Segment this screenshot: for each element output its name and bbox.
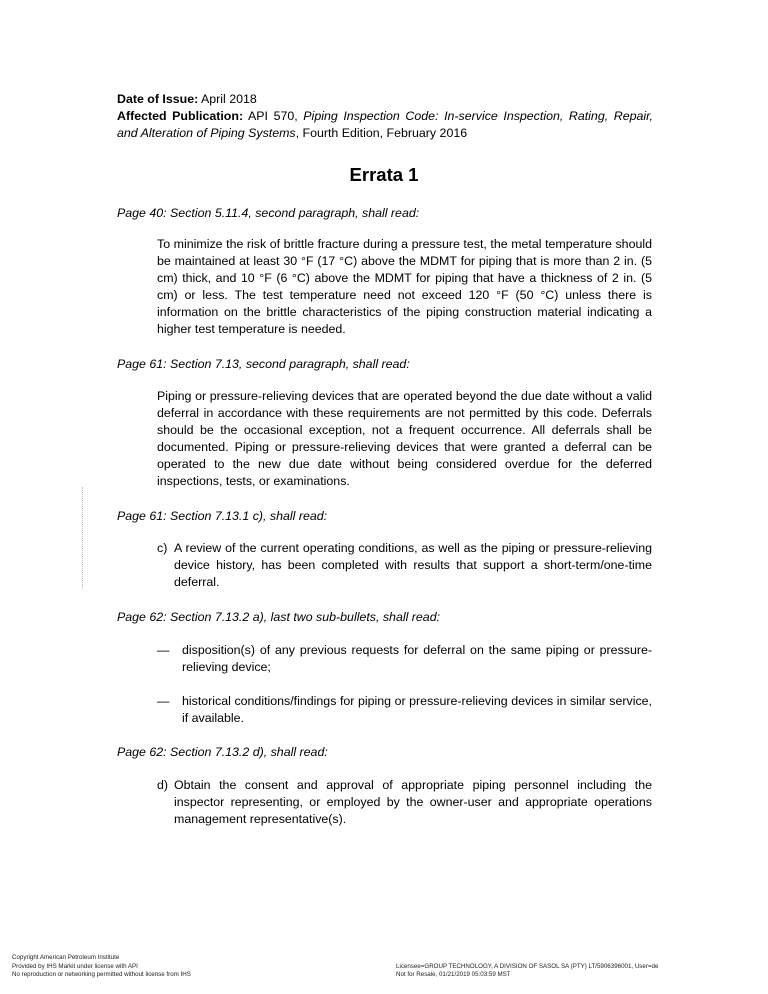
footer-line: Licensee=GROUP TECHNOLOGY, A DIVISION OF SASOL SA (PTY) LT/5906396001, User=de: [396, 962, 659, 970]
page-title: Errata 1: [349, 164, 419, 185]
affected-post: , Fourth Edition, February 2016: [295, 125, 468, 140]
section-heading: Page 61: Section 7.13.1 c), shall read:: [117, 509, 328, 523]
item-dash: —: [157, 694, 170, 708]
section-heading: Page 62: Section 7.13.2 d), shall read:: [117, 745, 328, 759]
section-heading: Page 62: Section 7.13.2 a), last two sub-bullets, shall read:: [117, 610, 441, 624]
item-text: historical conditions/findings for piping or pressure-relieving devices in similar service, if available.: [182, 694, 652, 725]
list-item: [157, 642, 652, 676]
list-item: [157, 693, 652, 727]
item-label: d): [157, 778, 169, 792]
date-of-issue: [117, 91, 653, 108]
item-text: disposition(s) of any previous requests for deferral on the same piping or pressure-relieving device;: [182, 643, 652, 674]
affected-label: Affected Publication:: [117, 108, 244, 123]
footer-copyright: [12, 954, 191, 980]
footer-line: No reproduction or networking permitted without license from IHS: [12, 971, 191, 979]
list-item: [157, 540, 652, 591]
section-text: To minimize the risk of brittle fracture during a pressure test, the metal temperature should be maintained at least 30 °F (17 °C) above the MDMT for piping that is more than 2 in. (5 cm) thick, and 10 °F (6 °C) above the MDMT for piping that have a thickness of 2 in. (5 cm) or less. The test temperature need not exceed 120 °F (50 °C) unless there is information on the brittle characteristics of the piping construction material indicating a higher test temperature is needed.: [157, 237, 652, 336]
section-heading: Page 40: Section 5.11.4, second paragraph, shall read:: [117, 206, 420, 220]
affected-publication: [117, 108, 653, 142]
item-text: Obtain the consent and approval of appropriate piping personnel including the inspector representing, or employed by the owner-user and appropriate operations management representative(s).: [174, 778, 652, 826]
footer-license: [396, 963, 658, 980]
item-label: c): [157, 541, 168, 555]
issue-header: [117, 91, 653, 142]
affected-pre: API 570,: [248, 108, 298, 123]
footer-line: Copyright American Petroleum Institute: [12, 954, 120, 961]
section-heading: Page 61: Section 7.13, second paragraph, shall read:: [117, 357, 410, 371]
footer-line: Not for Resale, 01/21/2019 05:03:59 MST: [396, 971, 511, 979]
section-text: Piping or pressure-relieving devices that are operated beyond the due date without a valid deferral in accordance with these requirements are not permitted by this code. Deferrals should be the occasional exception, not a frequent occurrence. All deferrals shall be documented. Piping or pressure-relieving devices that were granted a deferral can be operated to the new due date without being considered overdue for the deferred inspections, tests, or examinations.: [157, 389, 652, 488]
list-item: [157, 777, 652, 828]
margin-mark: [82, 487, 83, 589]
affected-title: Piping Inspection Code: In-service Inspection, Rating, Repair, and Alteration of Piping Systems: [117, 108, 654, 140]
date-label: Date of Issue:: [117, 92, 199, 106]
item-dash: —: [157, 643, 170, 657]
item-text: A review of the current operating conditions, as well as the piping or pressure-relieving device history, has been completed with results that support a short-term/one-time deferral.: [174, 541, 652, 589]
date-value: April 2018: [201, 92, 257, 106]
footer-line: Provided by IHS Markit under license with API: [12, 962, 138, 970]
